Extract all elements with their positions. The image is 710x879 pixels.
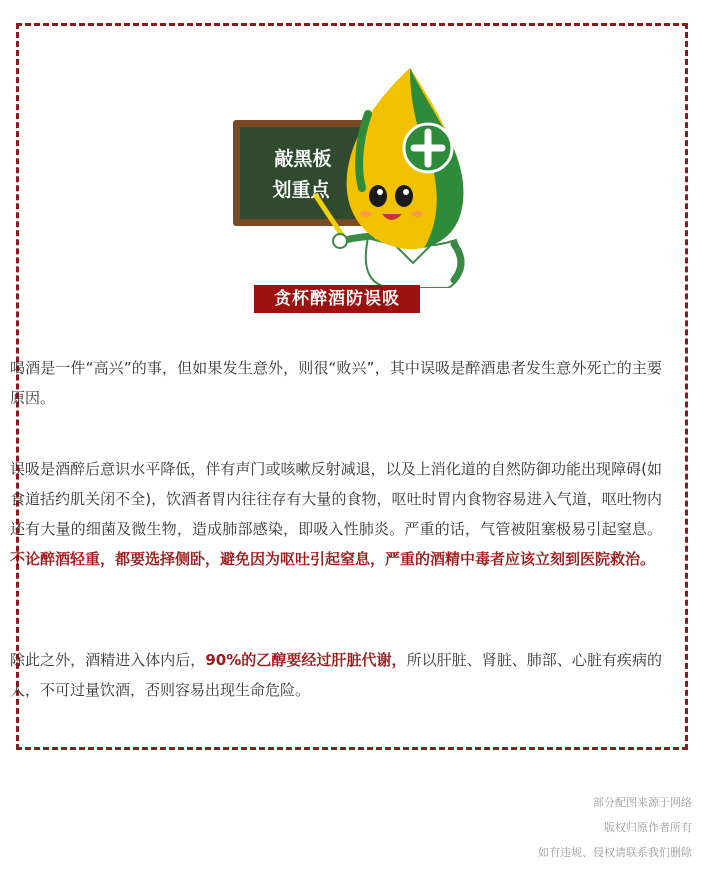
chalkboard-text-1: 敲黑板 — [274, 148, 332, 170]
paragraph-3-highlight: 90%的乙醇要经过肝脏代谢， — [205, 651, 407, 669]
footer-line-3: 如有违规、侵权请联系我们删除 — [538, 846, 692, 859]
footer-line-2: 版权归原作者所有 — [604, 821, 692, 834]
paragraph-1: 喝酒是一件“高兴”的事，但如果发生意外，则很“败兴”，其中误吸是醉酒患者发生意外死亡的主要原因。 — [10, 359, 662, 407]
paragraph-2 — [10, 454, 662, 574]
section-title: 贪杯醉酒防误吸 — [254, 285, 420, 313]
paragraph-2-highlight: 不论醉酒轻重，都要选择侧卧，避免因为呕吐引起窒息，严重的酒精中毒者应该立刻到医院救治。 — [10, 550, 656, 568]
paragraph-2-text: 误吸是酒醉后意识水平降低，伴有声门或咳嗽反射减退，以及上消化道的自然防御功能出现障碍(如食道括约肌关闭不全)，饮酒者胃内往往存有大量的食物，呕吐时胃内食物容易进入气道，呕吐物内还有大量的细菌及微生物，造成肺部感染，即吸入性肺炎。严重的话，气管被阻塞极易引起窒息。 — [10, 460, 662, 538]
chalkboard — [240, 127, 366, 219]
paragraph-3 — [10, 645, 662, 705]
mascot-chalkboard-illustration — [218, 48, 478, 288]
chalkboard-text-2: 划重点 — [272, 179, 330, 201]
footer-line-1: 部分配图来源于网络 — [593, 796, 692, 809]
paragraph-3-before: 除此之外，酒精进入体内后， — [10, 651, 206, 669]
paragraph-3-after: 所以肝脏、肾脏、肺部、心脏有疾病的人，不可过量饮酒，否则容易出现生命危险。 — [10, 651, 662, 699]
